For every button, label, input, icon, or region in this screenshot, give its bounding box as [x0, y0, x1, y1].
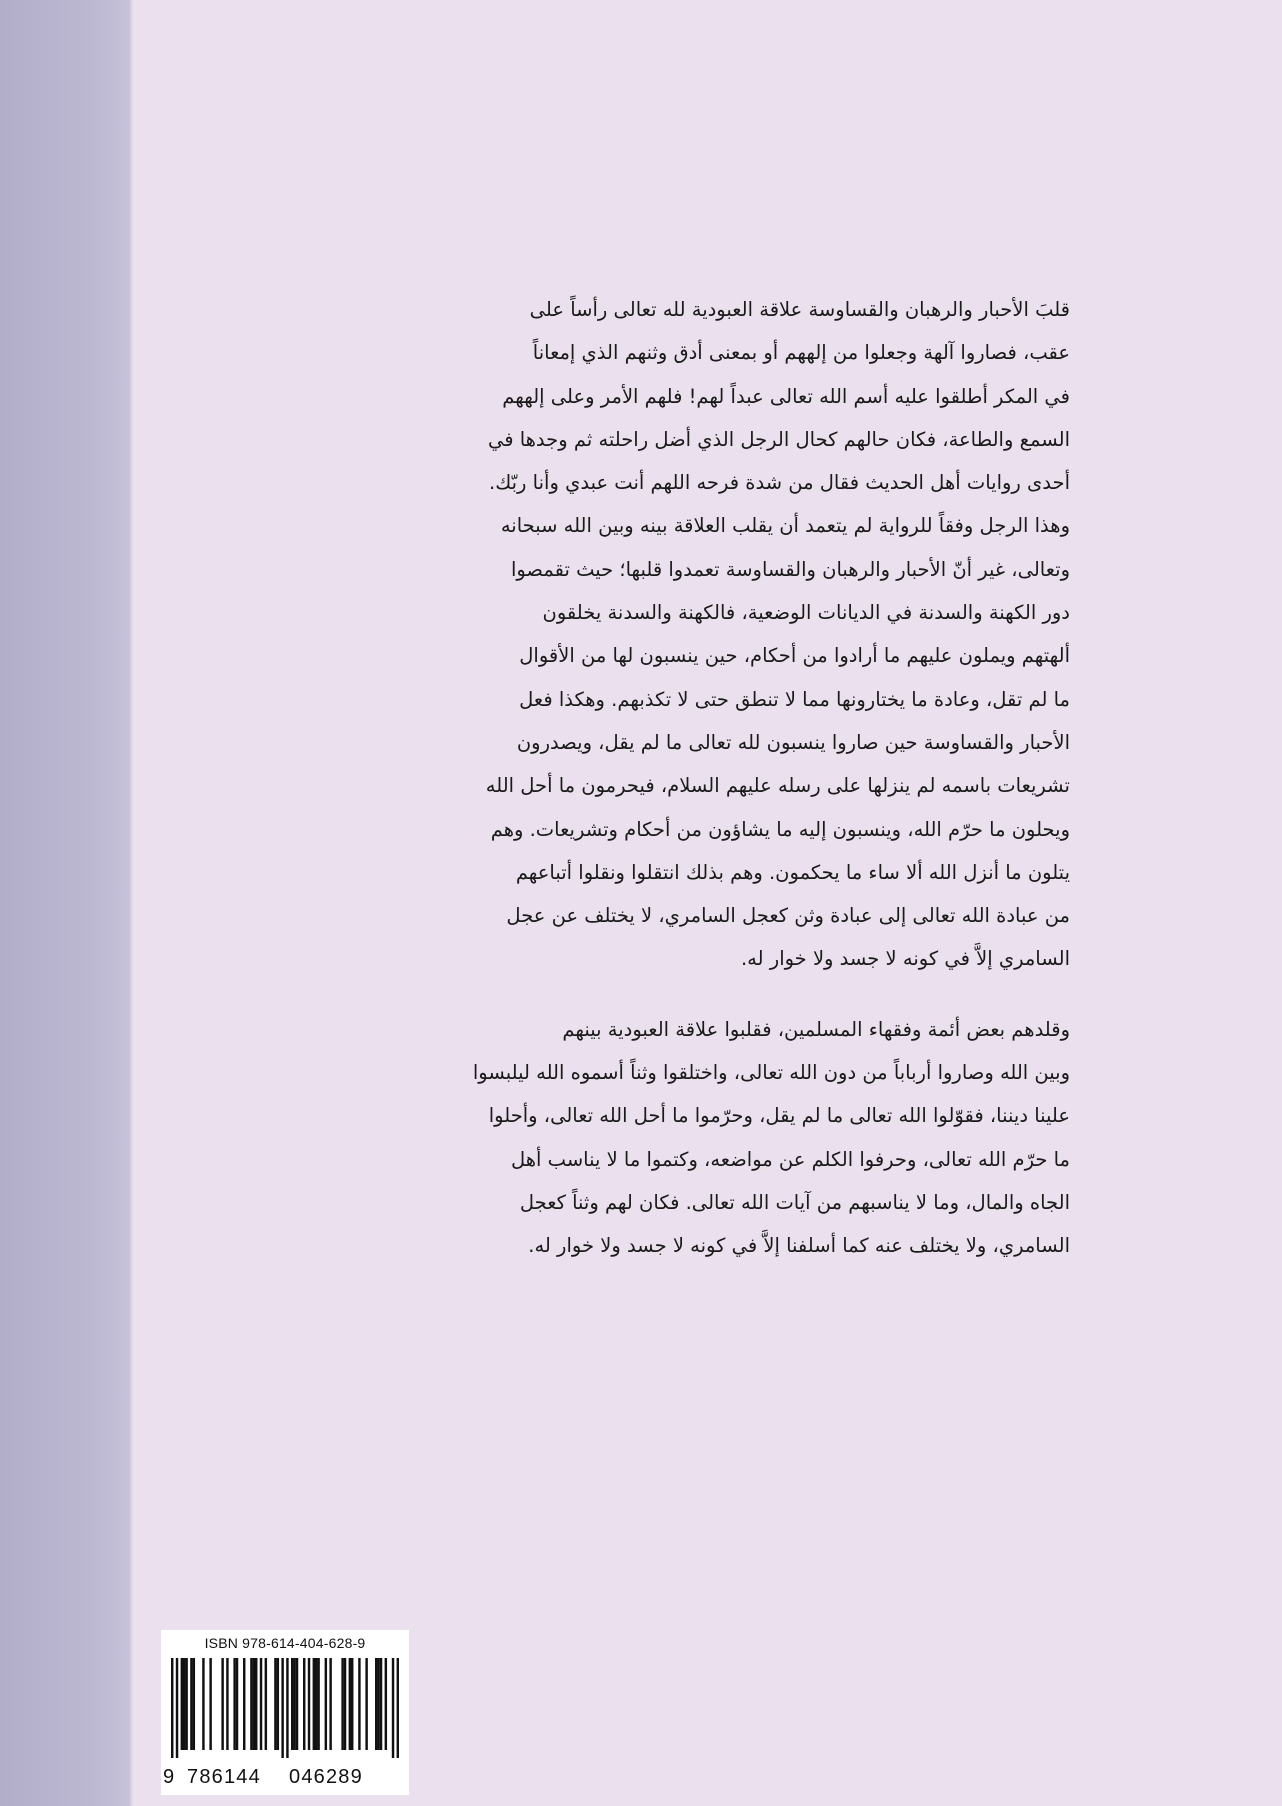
barcode-bar [233, 1658, 235, 1750]
barcode-bar [221, 1658, 223, 1750]
barcode-bar [274, 1658, 276, 1750]
text-line: تشريعات باسمه لم ينزلها على رسله عليهم السلام، فيحرمون ما أحل الله [485, 774, 1070, 798]
text-line: السمع والطاعة، فكان حالهم كحال الرجل الذي أضل راحلته ثم وجدها في [487, 427, 1070, 451]
isbn-label: ISBN 978-614-404-628-9 [204, 1635, 366, 1651]
text-line: يتلون ما أنزل الله ألا ساء ما يحكمون. وهم بذلك انتقلوا ونقلوا أتباعهم [515, 860, 1070, 884]
text-line: دور الكهنة والسدنة في الديانات الوضعية، فالكهنة والسدنة يخلقون [542, 601, 1070, 625]
barcode-bar [176, 1658, 178, 1758]
spine-edge-shadow [130, 0, 134, 1806]
barcode-bar [344, 1658, 346, 1750]
barcode-bar [265, 1658, 267, 1750]
isbn-barcode [161, 1630, 409, 1795]
text-line: الجاه والمال، وما لا يناسبهم من آيات الله تعالى. فكان لهم وثناً كعجل [519, 1190, 1070, 1214]
barcode-digits-right: 046289 [289, 1766, 363, 1788]
barcode-bar [260, 1658, 262, 1750]
barcode-bar [392, 1658, 394, 1758]
text-line: وتعالى، غير أنّ الأحبار والرهبان والقساوسة تعمدوا قلبها؛ حيث تقمصوا [510, 557, 1070, 581]
text-line: عقب، فصاروا آلهة وجعلوا من إلههم أو بمعنى أدق وثنهم الذي إمعاناً [532, 341, 1070, 365]
text-line: في المكر أطلقوا عليه أسم الله تعالى عبداً لهم! فلهم الأمر وعلى إلههم [502, 384, 1070, 408]
barcode-bar [375, 1658, 377, 1750]
barcode-bar [171, 1658, 173, 1758]
barcode-bar [397, 1658, 399, 1758]
barcode-bar [293, 1658, 295, 1750]
text-line: وقلدهم بعض أئمة وفقهاء المسلمين، فقلبوا علاقة العبودية بينهم [562, 1017, 1070, 1041]
barcode-bar [365, 1658, 367, 1750]
barcode-bar [308, 1658, 310, 1750]
spine-band [0, 0, 130, 1806]
barcode-bar [185, 1658, 187, 1750]
text-line: أحدى روايات أهل الحديث فقال من شدة فرحه اللهم أنت عبدي وأنا ربّك. [489, 471, 1070, 495]
barcode-bar [296, 1658, 298, 1750]
barcode-bar [183, 1658, 185, 1750]
barcode-bar [253, 1658, 255, 1750]
barcode-bar [317, 1658, 319, 1750]
text-line: وبين الله وصاروا أرباباً من دون الله تعالى، واختلقوا وثناً أسموه الله ليلبسوا [472, 1061, 1070, 1085]
barcode-bar [277, 1658, 279, 1750]
barcode-bar [380, 1658, 382, 1750]
barcode-bar [202, 1658, 204, 1750]
barcode-bar [291, 1658, 293, 1750]
text-line: الأحبار والقساوسة حين صاروا ينسبون لله تعالى ما لم يقل، ويصدرون [516, 730, 1070, 754]
barcode-bar [190, 1658, 192, 1750]
text-line: ما حرّم الله تعالى، وحرفوا الكلم عن مواضعه، وكتموا ما لا يناسب أهل [511, 1147, 1070, 1171]
barcode-bar [236, 1658, 238, 1750]
barcode-bar [313, 1658, 315, 1750]
text-line-last: السامري إلاَّ في كونه لا جسد ولا خوار له. [740, 947, 1070, 971]
barcode-bar [209, 1658, 211, 1750]
barcode-bars [171, 1658, 399, 1758]
barcode-bar [349, 1658, 351, 1750]
barcode-bar [243, 1658, 245, 1750]
barcode-bar [377, 1658, 379, 1750]
text-line: ما لم تقل، وعادة ما يختارونها مما لا تنطق حتى لا تكذبهم. وهكذا فعل [519, 687, 1070, 711]
barcode-bar [286, 1658, 288, 1758]
text-line: وهذا الرجل وفقاً للرواية لم يتعمد أن يقلب العلاقة بينه وبين الله سبحانه [500, 514, 1070, 538]
text-line: من عبادة الله تعالى إلى عبادة وثن كعجل السامري، لا يختلف عن عجل [506, 904, 1070, 928]
barcode-bar [329, 1658, 331, 1750]
text-line: علينا ديننا، فقوّلوا الله تعالى ما لم يقل، وحرّموا ما أحل الله تعالى، وأحلوا [488, 1104, 1070, 1128]
barcode-digits-left: 786144 [187, 1766, 261, 1788]
barcode-bar [385, 1658, 387, 1750]
barcode-digit-lead: 9 [163, 1766, 176, 1788]
barcode-bar [325, 1658, 327, 1750]
barcode-bar [303, 1658, 305, 1750]
barcode-bar [315, 1658, 317, 1750]
text-line: ألهتهم ويملون عليهم ما أرادوا من أحكام، حين ينسبون لها من الأقوال [519, 644, 1070, 668]
barcode-bar [226, 1658, 228, 1750]
text-line: قلبَ الأحبار والرهبان والقساوسة علاقة العبودية لله تعالى رأساً على [529, 298, 1070, 321]
paragraph-1 [268, 288, 1070, 981]
text-line: ويحلون ما حرّم الله، وينسبون إليه ما يشاؤون من أحكام وتشريعات. وهم [490, 817, 1070, 841]
barcode-bar [341, 1658, 343, 1750]
barcode-bar [250, 1658, 252, 1750]
barcode-bar [351, 1658, 353, 1750]
barcode-bar [193, 1658, 195, 1750]
barcode-bar [181, 1658, 183, 1750]
barcode-bar [255, 1658, 257, 1750]
back-cover-text [268, 288, 1070, 1268]
text-line-last: السامري، ولا يختلف عنه كما أسلفنا إلاَّ في كونه لا جسد ولا خوار له. [528, 1234, 1070, 1258]
paragraph-2 [268, 1008, 1070, 1268]
barcode-bar [281, 1658, 283, 1758]
barcode-bar [358, 1658, 360, 1750]
